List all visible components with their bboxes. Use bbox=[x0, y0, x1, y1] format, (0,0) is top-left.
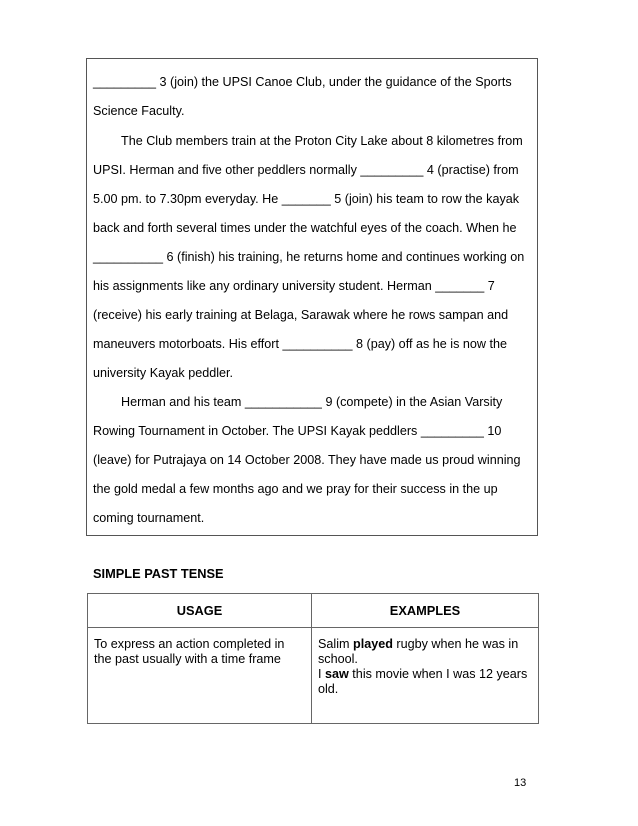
example-text: I bbox=[318, 667, 325, 681]
passage-line: The Club members train at the Proton City Lake about 8 kilometres from bbox=[121, 134, 523, 148]
passage-line: 5.00 pm. to 7.30pm everyday. He _______ 5 (join) his team to row the kayak bbox=[93, 192, 520, 206]
passage-line: UPSI. Herman and five other peddlers normally _________ 4 (practise) from bbox=[93, 163, 519, 177]
example-verb: saw bbox=[325, 667, 349, 681]
example-verb: played bbox=[353, 637, 393, 651]
section-heading: SIMPLE PAST TENSE bbox=[93, 566, 224, 581]
examples-header: EXAMPLES bbox=[312, 594, 539, 628]
example-text: Salim bbox=[318, 637, 353, 651]
example-text: this movie when I was 12 years bbox=[348, 667, 528, 681]
passage-line: (leave) for Putrajaya on 14 October 2008. They have made us proud winning bbox=[93, 453, 521, 467]
passage-line: back and forth several times under the watchful eyes of the coach. When he bbox=[93, 221, 517, 235]
usage-header: USAGE bbox=[88, 594, 312, 628]
usage-cell bbox=[88, 628, 312, 724]
passage-line: Science Faculty. bbox=[93, 104, 185, 118]
page-number: 13 bbox=[514, 777, 527, 789]
passage-line: the gold medal a few months ago and we pray for their success in the up bbox=[93, 482, 498, 496]
table-header-row bbox=[88, 594, 539, 628]
passage-line: coming tournament. bbox=[93, 511, 205, 525]
example-text: rugby when he was in bbox=[392, 637, 519, 651]
example-line bbox=[318, 637, 532, 652]
example-line: school. bbox=[318, 652, 358, 666]
passage-line: __________ 6 (finish) his training, he returns home and continues working on bbox=[93, 250, 525, 264]
usage-text-line: the past usually with a time frame bbox=[94, 652, 281, 666]
passage-line: Herman and his team ___________ 9 (compete) in the Asian Varsity bbox=[121, 395, 503, 409]
passage-line: (receive) his early training at Belaga, Sarawak where he rows sampan and bbox=[93, 308, 509, 322]
passage-line: _________ 3 (join) the UPSI Canoe Club, under the guidance of the Sports bbox=[93, 75, 512, 89]
table-row bbox=[88, 628, 539, 724]
passage-line: maneuvers motorboats. His effort __________ 8 (pay) off as he is now the bbox=[93, 337, 507, 351]
passage-line: Rowing Tournament in October. The UPSI Kayak peddlers _________ 10 bbox=[93, 424, 502, 438]
examples-cell bbox=[312, 628, 539, 724]
passage-line: university Kayak peddler. bbox=[93, 366, 234, 380]
example-line: old. bbox=[318, 682, 339, 696]
usage-table bbox=[87, 593, 539, 724]
usage-text-line: To express an action completed in bbox=[94, 637, 285, 651]
example-line bbox=[318, 667, 532, 682]
passage-line: his assignments like any ordinary university student. Herman _______ 7 bbox=[93, 279, 495, 293]
